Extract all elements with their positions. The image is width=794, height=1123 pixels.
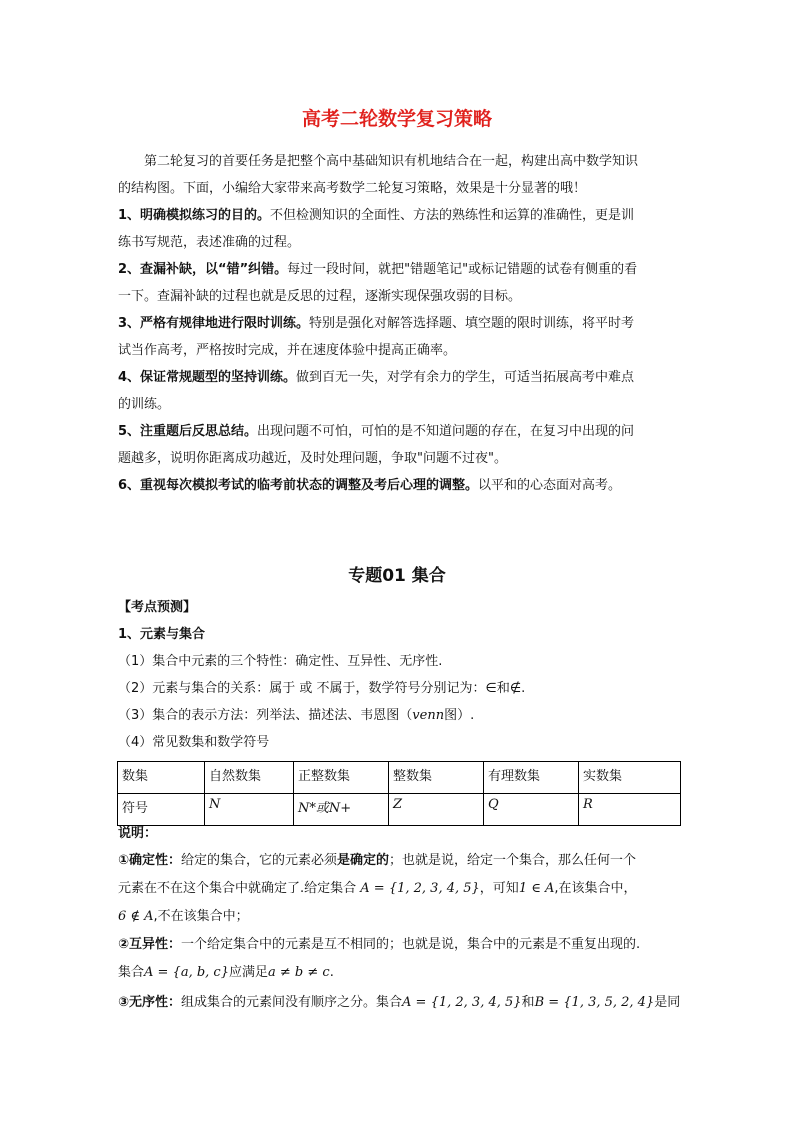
table-header-cell: 正整数集 bbox=[294, 762, 389, 794]
math-set: B = {1, 3, 5, 2, 4} bbox=[534, 995, 655, 1010]
venn-word: venn bbox=[412, 708, 445, 723]
math-set: A = {1, 2, 3, 4, 5} bbox=[402, 995, 522, 1010]
tip-3 bbox=[118, 315, 678, 333]
note-2 bbox=[118, 936, 678, 954]
tip-lead: 1、明确模拟练习的目的。 bbox=[118, 208, 271, 223]
note-1-line-2 bbox=[118, 880, 678, 898]
item-4: （4）常见数集和数学符号 bbox=[118, 735, 270, 750]
table-header-cell: 整数集 bbox=[389, 762, 484, 794]
prediction-label: 【考点预测】 bbox=[118, 600, 197, 615]
note-text: 和 bbox=[521, 995, 535, 1010]
note-head: ③无序性： bbox=[118, 995, 182, 1010]
note-1 bbox=[118, 852, 678, 870]
symbol-cell: Z bbox=[389, 794, 484, 826]
intro-line: 的结构图。下面，小编给大家带来高考数学二轮复习策略，效果是十分显著的哦！ bbox=[118, 181, 587, 196]
tip-6 bbox=[118, 477, 678, 495]
tip-lead: 3、严格有规律地进行限时训练。 bbox=[118, 316, 310, 331]
note-head: ①确定性： bbox=[118, 853, 182, 868]
note-3 bbox=[118, 994, 681, 1012]
tip-cont: 练书写规范，表述准确的过程。 bbox=[118, 235, 301, 250]
table-row bbox=[118, 794, 681, 826]
note-text: 给定的集合，它的元素必须 bbox=[181, 853, 338, 868]
tip-cont: 的训练。 bbox=[118, 397, 171, 412]
table-header-cell: 自然数集 bbox=[205, 762, 294, 794]
note-2-line-2 bbox=[118, 964, 678, 982]
tip-lead: 2、查漏补缺，以“错”纠错。 bbox=[118, 262, 288, 277]
tip-text: 出现问题不可怕，可怕的是不知道问题的存在，在复习中出现的问 bbox=[257, 424, 635, 439]
note-text: 集合 bbox=[118, 965, 145, 980]
table-header-cell: 有理数集 bbox=[484, 762, 579, 794]
table-header-cell: 实数集 bbox=[579, 762, 681, 794]
math-set: A = {a, b, c} bbox=[144, 965, 229, 980]
item-1: （1）集合中元素的三个特性：确定性、互异性、无序性. bbox=[118, 654, 443, 669]
item-text-tail: 图）. bbox=[444, 708, 475, 723]
table-header-cell: 数集 bbox=[118, 762, 205, 794]
item-2: （2）元素与集合的关系：属于 或 不属于，数学符号分别记为：∈和∉. bbox=[118, 681, 526, 696]
note-text: 元素在不在这个集合中就确定了.给定集合 bbox=[118, 881, 357, 896]
note-text: ,在该集合中， bbox=[554, 881, 637, 896]
math-expr: 6 ∉ A bbox=[118, 909, 154, 924]
symbol-cell: Q bbox=[484, 794, 579, 826]
page-title: 高考二轮数学复习策略 bbox=[301, 108, 492, 130]
note-text: 是同 bbox=[654, 995, 681, 1010]
note-text: 组成集合的元素间没有顺序之分。集合 bbox=[181, 995, 403, 1010]
note-text: . bbox=[329, 965, 334, 980]
table-row-label: 符号 bbox=[118, 794, 205, 826]
note-bold-text: 是确定的 bbox=[337, 853, 390, 868]
tip-lead: 5、注重题后反思总结。 bbox=[118, 424, 258, 439]
math-expr: a ≠ b ≠ c bbox=[268, 965, 330, 980]
note-1-line-3 bbox=[118, 908, 678, 926]
intro-line: 第二轮复习的首要任务是把整个高中基础知识有机地结合在一起，构建出高中数学知识 bbox=[144, 154, 639, 169]
note-text: 应满足 bbox=[229, 965, 269, 980]
symbol-cell: R bbox=[579, 794, 681, 826]
section-title: 专题01 集合 bbox=[348, 566, 446, 586]
tip-lead: 4、保证常规题型的坚持训练。 bbox=[118, 370, 297, 385]
item-text: （3）集合的表示方法：列举法、描述法、韦恩图（ bbox=[118, 708, 413, 723]
tip-cont: 题越多，说明你距离成功越近，及时处理问题，争取"问题不过夜"。 bbox=[118, 451, 507, 466]
tip-text: 特别是强化对解答选择题、填空题的限时训练，将平时考 bbox=[309, 316, 635, 331]
tip-text: 每过一段时间，就把"错题笔记"或标记错题的试卷有侧重的看 bbox=[287, 262, 638, 277]
tip-1 bbox=[118, 207, 678, 225]
math-expr: 1 ∈ A bbox=[518, 881, 555, 896]
table-header-row bbox=[118, 762, 681, 794]
number-set-table bbox=[117, 761, 681, 826]
tip-5 bbox=[118, 423, 678, 441]
tip-text: 以平和的心态面对高考。 bbox=[478, 478, 622, 493]
tip-2 bbox=[118, 261, 678, 279]
math-set: A = {1, 2, 3, 4, 5} bbox=[360, 881, 480, 896]
tip-4 bbox=[118, 369, 678, 387]
tip-lead: 6、重视每次模拟考试的临考前状态的调整及考后心理的调整。 bbox=[118, 478, 479, 493]
symbol-cell: N bbox=[205, 794, 294, 826]
note-text: ，可知 bbox=[479, 881, 519, 896]
note-text: 一个给定集合中的元素是互不相同的；也就是说，集合中的元素是不重复出现的. bbox=[181, 937, 641, 952]
note-head: ②互异性： bbox=[118, 937, 182, 952]
subsection-title: 1、元素与集合 bbox=[118, 627, 206, 642]
item-3 bbox=[118, 707, 678, 725]
tip-text: 做到百无一失，对学有余力的学生，可适当拓展高考中难点 bbox=[296, 370, 635, 385]
tip-cont: 试当作高考，严格按时完成，并在速度体验中提高正确率。 bbox=[118, 343, 457, 358]
note-text: ；也就是说，给定一个集合，那么任何一个 bbox=[389, 853, 637, 868]
tip-text: 不但检测知识的全面性、方法的熟练性和运算的准确性，更是训 bbox=[270, 208, 635, 223]
tip-cont: 一下。查漏补缺的过程也就是反思的过程，逐渐实现保强攻弱的目标。 bbox=[118, 289, 522, 304]
symbol-cell: N*或N+ bbox=[294, 794, 389, 826]
note-label: 说明： bbox=[118, 826, 158, 841]
note-text: ,不在该集合中； bbox=[153, 909, 249, 924]
